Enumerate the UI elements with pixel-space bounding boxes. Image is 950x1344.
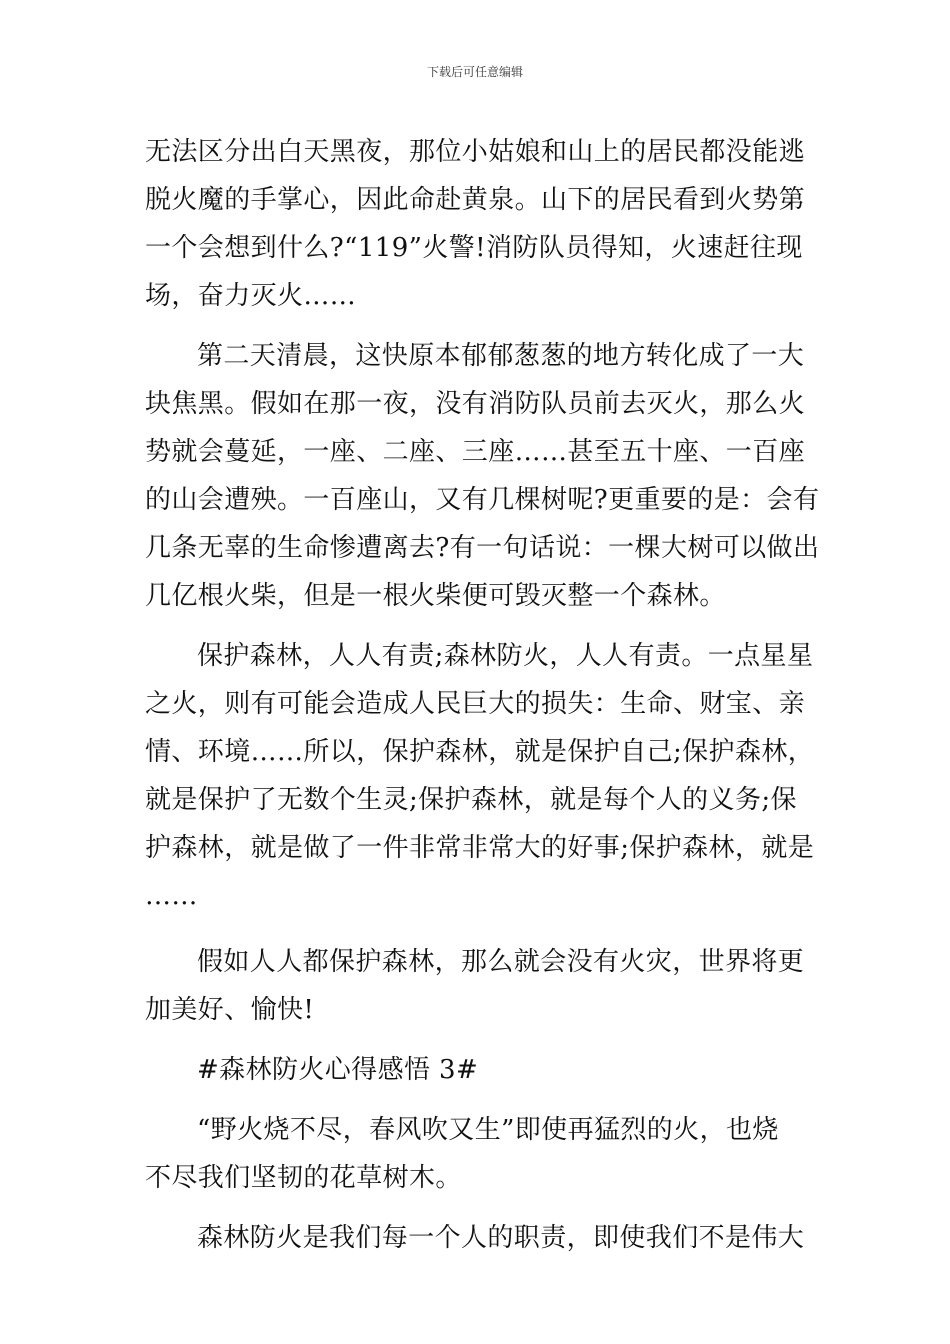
text-line: 势就会蔓延，一座、二座、三座……甚至五十座、一百座 <box>145 437 806 467</box>
page-header: 下载后可任意编辑 <box>426 65 523 79</box>
text-line: …… <box>145 881 198 911</box>
text-line: 无法区分出白天黑夜，那位小姑娘和山上的居民都没能逃 <box>145 137 806 167</box>
text-line: 脱火魔的手掌心，因此命赴黄泉。山下的居民看到火势第 <box>145 185 806 215</box>
paragraph-6 <box>145 1214 807 1262</box>
text-line: 一个会想到什么?“119”火警!消防队员得知，火速赶往现 <box>145 233 803 263</box>
paragraph-3 <box>145 632 815 920</box>
text-line: 的山会遭殃。一百座山，又有几棵树呢?更重要的是：会有 <box>145 485 820 515</box>
text-line: 加美好、愉快! <box>145 995 315 1025</box>
text-line: 几条无辜的生命惨遭离去?有一句话说：一棵大树可以做出 <box>145 533 820 563</box>
text-line: 之火，则有可能会造成人民巨大的损失：生命、财宝、亲 <box>145 689 806 719</box>
section-heading: #森林防火心得感悟 3# <box>197 1055 479 1085</box>
text-line: 森林防火是我们每一个人的职责，即使我们不是伟大 <box>197 1223 805 1253</box>
text-line: 就是保护了无数个生灵;保护森林，就是每个人的义务;保 <box>145 785 797 815</box>
text-line: 不尽我们坚韧的花草树木。 <box>145 1163 462 1193</box>
text-line: 护森林，就是做了一件非常非常大的好事;保护森林，就是 <box>145 833 815 863</box>
paragraph-1 <box>145 128 807 320</box>
document-body <box>145 128 820 1262</box>
paragraph-5 <box>145 1106 807 1202</box>
text-line: 保护森林，人人有责;森林防火，人人有责。一点星星 <box>197 641 814 671</box>
text-line: 场，奋力灭火…… <box>145 281 357 311</box>
text-line: “野火烧不尽，春风吹又生”即使再猛烈的火，也烧 <box>197 1115 779 1145</box>
text-line: 第二天清晨，这快原本郁郁葱葱的地方转化成了一大 <box>197 341 805 371</box>
text-line: 假如人人都保护森林，那么就会没有火灾，世界将更 <box>197 947 805 977</box>
text-line: 块焦黑。假如在那一夜，没有消防队员前去灭火，那么火 <box>145 389 806 419</box>
text-line: 情、环境……所以，保护森林，就是保护自己;保护森林， <box>145 737 815 767</box>
text-line: 几亿根火柴，但是一根火柴便可毁灭整一个森林。 <box>145 581 726 611</box>
paragraph-4 <box>145 938 807 1034</box>
paragraph-2 <box>145 332 820 620</box>
